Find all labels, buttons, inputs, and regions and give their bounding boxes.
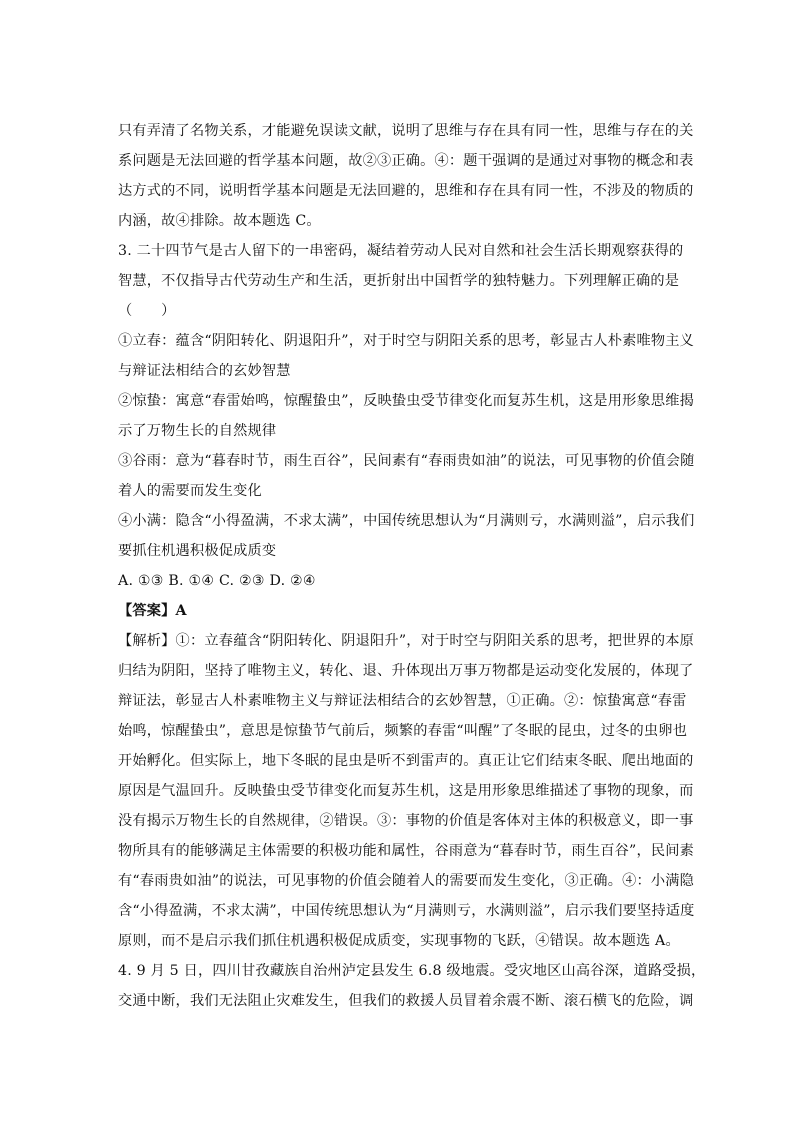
option-4: ④小满：隐含“小得盈满，不求太满”，中国传统思想认为“月满则亏，水满则溢”，启示我们 — [118, 513, 695, 529]
question-3-stem: 智慧，不仅指导古代劳动生产和生活，更折射出中国哲学的独特魅力。下列理解正确的是 — [118, 273, 680, 289]
analysis-line: 开始孵化。但实际上，地下冬眠的昆虫是听不到雷声的。真正让它们结束冬眠、爬出地面的 — [118, 753, 694, 769]
analysis-line: 物所具有的能够满足主体需要的积极功能和属性，谷雨意为“暮春时节，雨生百谷”，民间素 — [118, 843, 695, 859]
answer-label: 【答案】A — [118, 603, 187, 619]
answer-bracket: （ ） — [118, 303, 176, 319]
text-line: 只有弄清了名物关系，才能避免误读文献，说明了思维与存在具有同一性，思维与存在的关 — [118, 123, 694, 139]
analysis-line: 有“春雨贵如油”的说法，可见事物的价值会随着人的需要而发生变化，③正确。④：小满隐 — [118, 873, 695, 889]
option-2: ②惊蛰：寓意“春雷始鸣，惊醒蛰虫”，反映蛰虫受节律变化而复苏生机，这是用形象思维揭 — [118, 393, 695, 409]
analysis-line: 原因是气温回升。反映蛰虫受节律变化而复苏生机，这是用形象思维描述了事物的现象，而 — [118, 783, 694, 799]
choices-line: A. ①③ B. ①④ C. ②③ D. ②④ — [118, 573, 316, 589]
analysis-line: 含“小得盈满，不求太满”，中国传统思想认为“月满则亏，水满则溢”，启示我们要坚持适度 — [118, 903, 695, 919]
document-page — [118, 116, 706, 1016]
analysis-line: 始鸣，惊醒蛰虫”，意思是惊蛰节气前后，频繁的春雷“叫醒”了冬眠的昆虫，过冬的虫卵也 — [118, 723, 688, 739]
question-4-stem: 4. 9 月 5 日，四川甘孜藏族自治州泸定县发生 6.8 级地震。受灾地区山高谷深，道路受损， — [118, 963, 706, 979]
option-1: ①立春：蕴含“阴阳转化、阴退阳升”，对于时空与阴阳关系的思考，彰显古人朴素唯物主义 — [118, 333, 695, 349]
option-2: 示了万物生长的自然规律 — [118, 423, 277, 439]
option-4: 要抓住机遇积极促成质变 — [118, 543, 277, 559]
analysis-line: 归结为阴阳，坚持了唯物主义，转化、退、升体现出万事万物都是运动变化发展的，体现了 — [118, 663, 694, 679]
text-line: 达方式的不同，说明哲学基本问题是无法回避的，思维和存在具有同一性，不涉及的物质的 — [118, 183, 694, 199]
question-4-stem: 交通中断，我们无法阻止灾难发生，但我们的救援人员冒着余震不断、滚石横飞的危险，调 — [118, 993, 694, 1009]
option-3: ③谷雨：意为“暮春时节，雨生百谷”，民间素有“春雨贵如油”的说法，可见事物的价值会随 — [118, 453, 695, 469]
option-3: 着人的需要而发生变化 — [118, 483, 262, 499]
analysis-line: 没有揭示万物生长的自然规律，②错误。③：事物的价值是客体对主体的积极意义，即一事 — [118, 813, 694, 829]
analysis-line: 原则，而不是启示我们抓住机遇积极促成质变，实现事物的飞跃，④错误。故本题选 A。 — [118, 933, 680, 949]
analysis-line: 辩证法，彰显古人朴素唯物主义与辩证法相结合的玄妙智慧，①正确。②：惊蛰寓意“春雷 — [118, 693, 687, 709]
analysis-line: 【解析】①：立春蕴含“阴阳转化、阴退阳升”，对于时空与阴阳关系的思考，把世界的本原 — [118, 633, 695, 649]
option-1: 与辩证法相结合的玄妙智慧 — [118, 363, 291, 379]
text-line: 内涵，故④排除。故本题选 C。 — [118, 213, 321, 229]
text-line: 系问题是无法回避的哲学基本问题，故②③正确。④：题干强调的是通过对事物的概念和表 — [118, 153, 694, 169]
question-3-stem: 3. 二十四节气是古人留下的一串密码，凝结着劳动人民对自然和社会生活长期观察获得的 — [118, 243, 684, 259]
